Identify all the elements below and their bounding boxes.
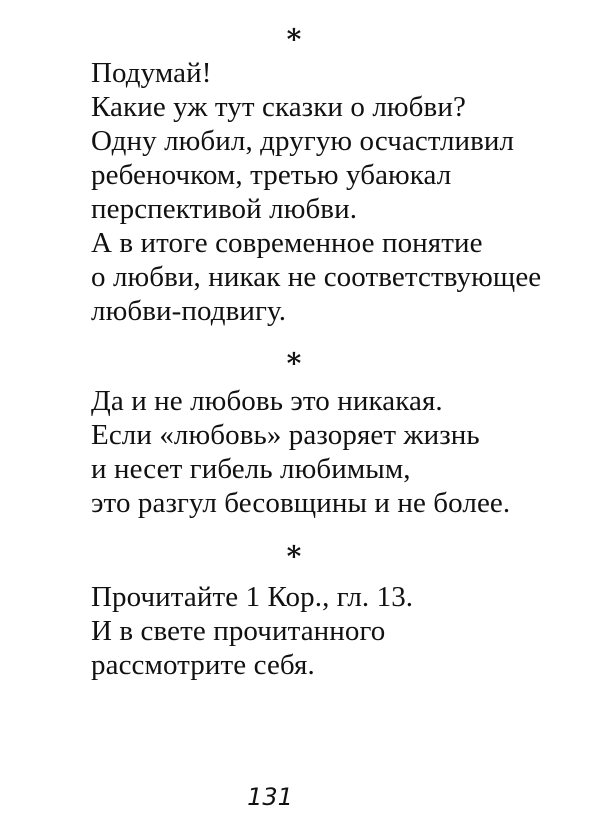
text-line: Одну любил, другую осчастливил bbox=[91, 125, 515, 157]
stanza-2 bbox=[91, 384, 591, 520]
text-line: ребеночком, третью убаюкал bbox=[91, 159, 452, 191]
text-line: Какие уж тут сказки о любви? bbox=[91, 91, 466, 123]
text-line: А в итоге современное понятие bbox=[91, 227, 483, 259]
text-line: о любви, никак не соответствующее bbox=[91, 261, 542, 293]
asterisk-separator: * bbox=[286, 347, 302, 380]
stanza-3 bbox=[91, 580, 591, 682]
text-line: Если «любовь» разоряет жизнь bbox=[91, 419, 480, 451]
stanza-1 bbox=[91, 56, 591, 328]
text-line: перспективой любви. bbox=[91, 193, 358, 225]
text-line: и несет гибель любимым, bbox=[91, 453, 411, 485]
text-line: Прочитайте 1 Кор., гл. 13. bbox=[91, 581, 414, 613]
text-line: любви-подвигу. bbox=[91, 295, 287, 327]
text-line: Подумай! bbox=[91, 57, 212, 89]
text-line: это разгул бесовщины и не более. bbox=[91, 487, 511, 519]
text-line: рассмотрите себя. bbox=[91, 649, 315, 681]
asterisk-separator: * bbox=[286, 540, 302, 573]
page-number: 131 bbox=[247, 783, 293, 811]
asterisk-separator: * bbox=[286, 23, 302, 56]
text-line: Да и не любовь это никакая. bbox=[91, 385, 443, 417]
text-line: И в свете прочитанного bbox=[91, 615, 386, 647]
